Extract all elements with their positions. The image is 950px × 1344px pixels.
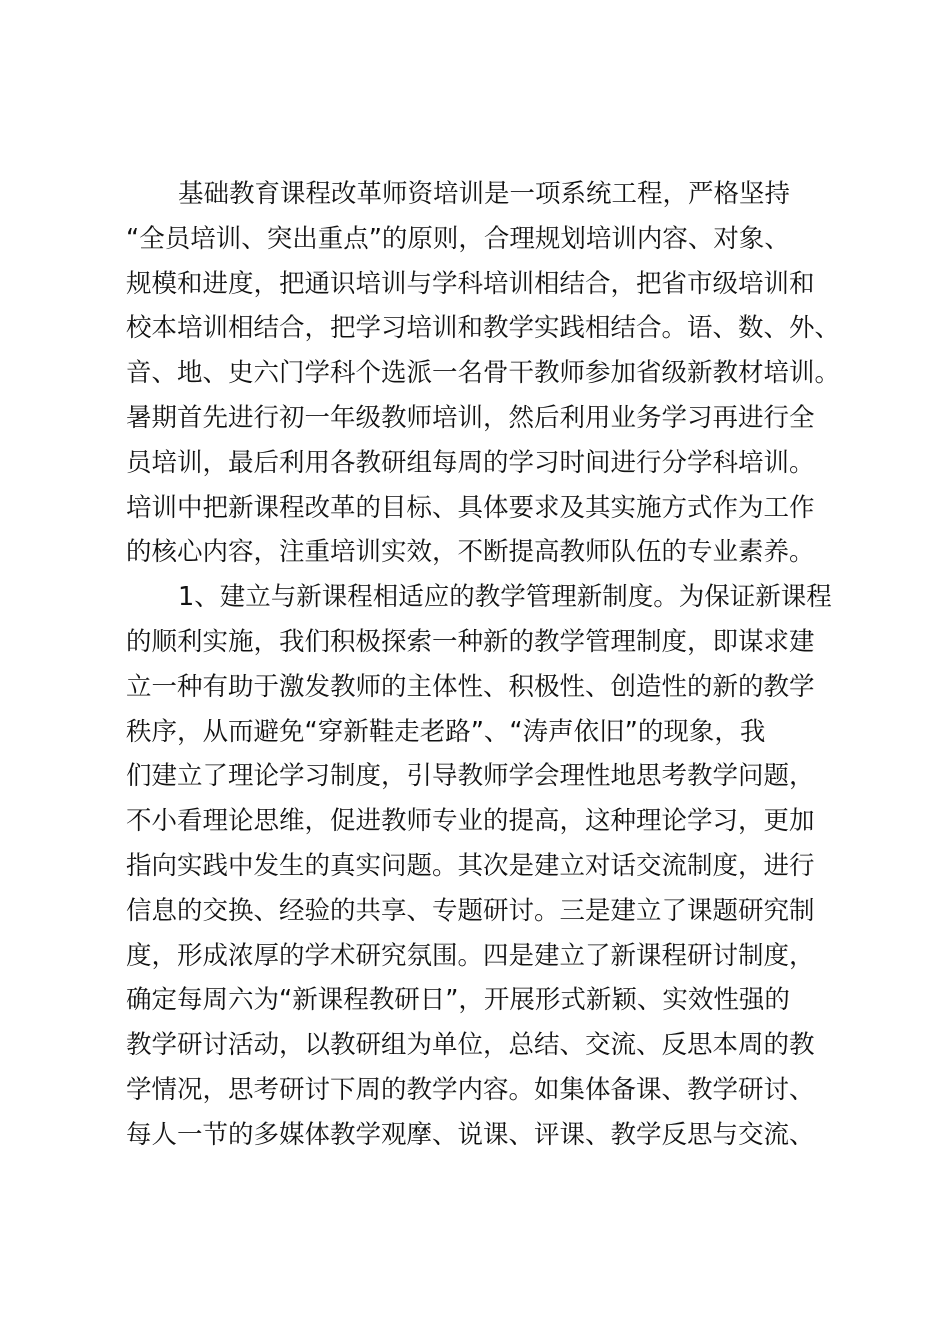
paragraph-line: 培训中把新课程改革的目标、具体要求及其实施方式作为工作 [126, 492, 815, 523]
paragraph-line: 立一种有助于激发教师的主体性、积极性、创造性的新的教学 [126, 671, 815, 702]
paragraph-line: 的核心内容，注重培训实效，不断提高教师队伍的专业素养。 [126, 537, 815, 568]
paragraph-line: 音、地、史六门学科个选派一名骨干教师参加省级新教材培训。 [126, 358, 841, 389]
paragraph-line: 指向实践中发生的真实问题。其次是建立对话交流制度，进行 [126, 850, 815, 881]
paragraph-line: 秩序，从而避免“穿新鞋走老路”、“涛声依旧”的现象，我 [126, 716, 766, 747]
paragraph-line: 员培训，最后利用各教研组每周的学习时间进行分学科培训。 [126, 447, 815, 478]
paragraph-line: 校本培训相结合，把学习培训和教学实践相结合。语、数、外、 [126, 313, 841, 344]
paragraph-line: 暑期首先进行初一年级教师培训，然后利用业务学习再进行全 [126, 402, 815, 433]
body-text [126, 172, 841, 1158]
paragraph-line: 1、建立与新课程相适应的教学管理新制度。为保证新课程 [178, 582, 832, 613]
paragraph-line: “全员培训、突出重点”的原则，合理规划培训内容、对象、 [126, 223, 790, 254]
paragraph-line: 不小看理论思维，促进教师专业的提高，这种理论学习，更加 [126, 806, 815, 837]
paragraph-line: 的顺利实施，我们积极探索一种新的教学管理制度，即谋求建 [126, 626, 815, 657]
paragraph-line: 确定每周六为“新课程教研日”，开展形式新颖、实效性强的 [126, 985, 790, 1016]
paragraph-line: 教学研讨活动，以教研组为单位，总结、交流、反思本周的教 [126, 1030, 815, 1061]
paragraph-line: 学情况，思考研讨下周的教学内容。如集体备课、教学研讨、 [126, 1074, 815, 1105]
paragraph-line: 基础教育课程改革师资培训是一项系统工程，严格坚持 [178, 179, 791, 209]
paragraph-line: 度，形成浓厚的学术研究氛围。四是建立了新课程研讨制度， [126, 940, 815, 971]
paragraph-line: 规模和进度，把通识培训与学科培训相结合，把省市级培训和 [126, 268, 815, 299]
paragraph-line: 信息的交换、经验的共享、专题研讨。三是建立了课题研究制 [126, 895, 815, 926]
paragraph-line: 们建立了理论学习制度，引导教师学会理性地思考教学问题， [126, 761, 815, 792]
paragraph-line: 每人一节的多媒体教学观摩、说课、评课、教学反思与交流、 [126, 1119, 815, 1150]
